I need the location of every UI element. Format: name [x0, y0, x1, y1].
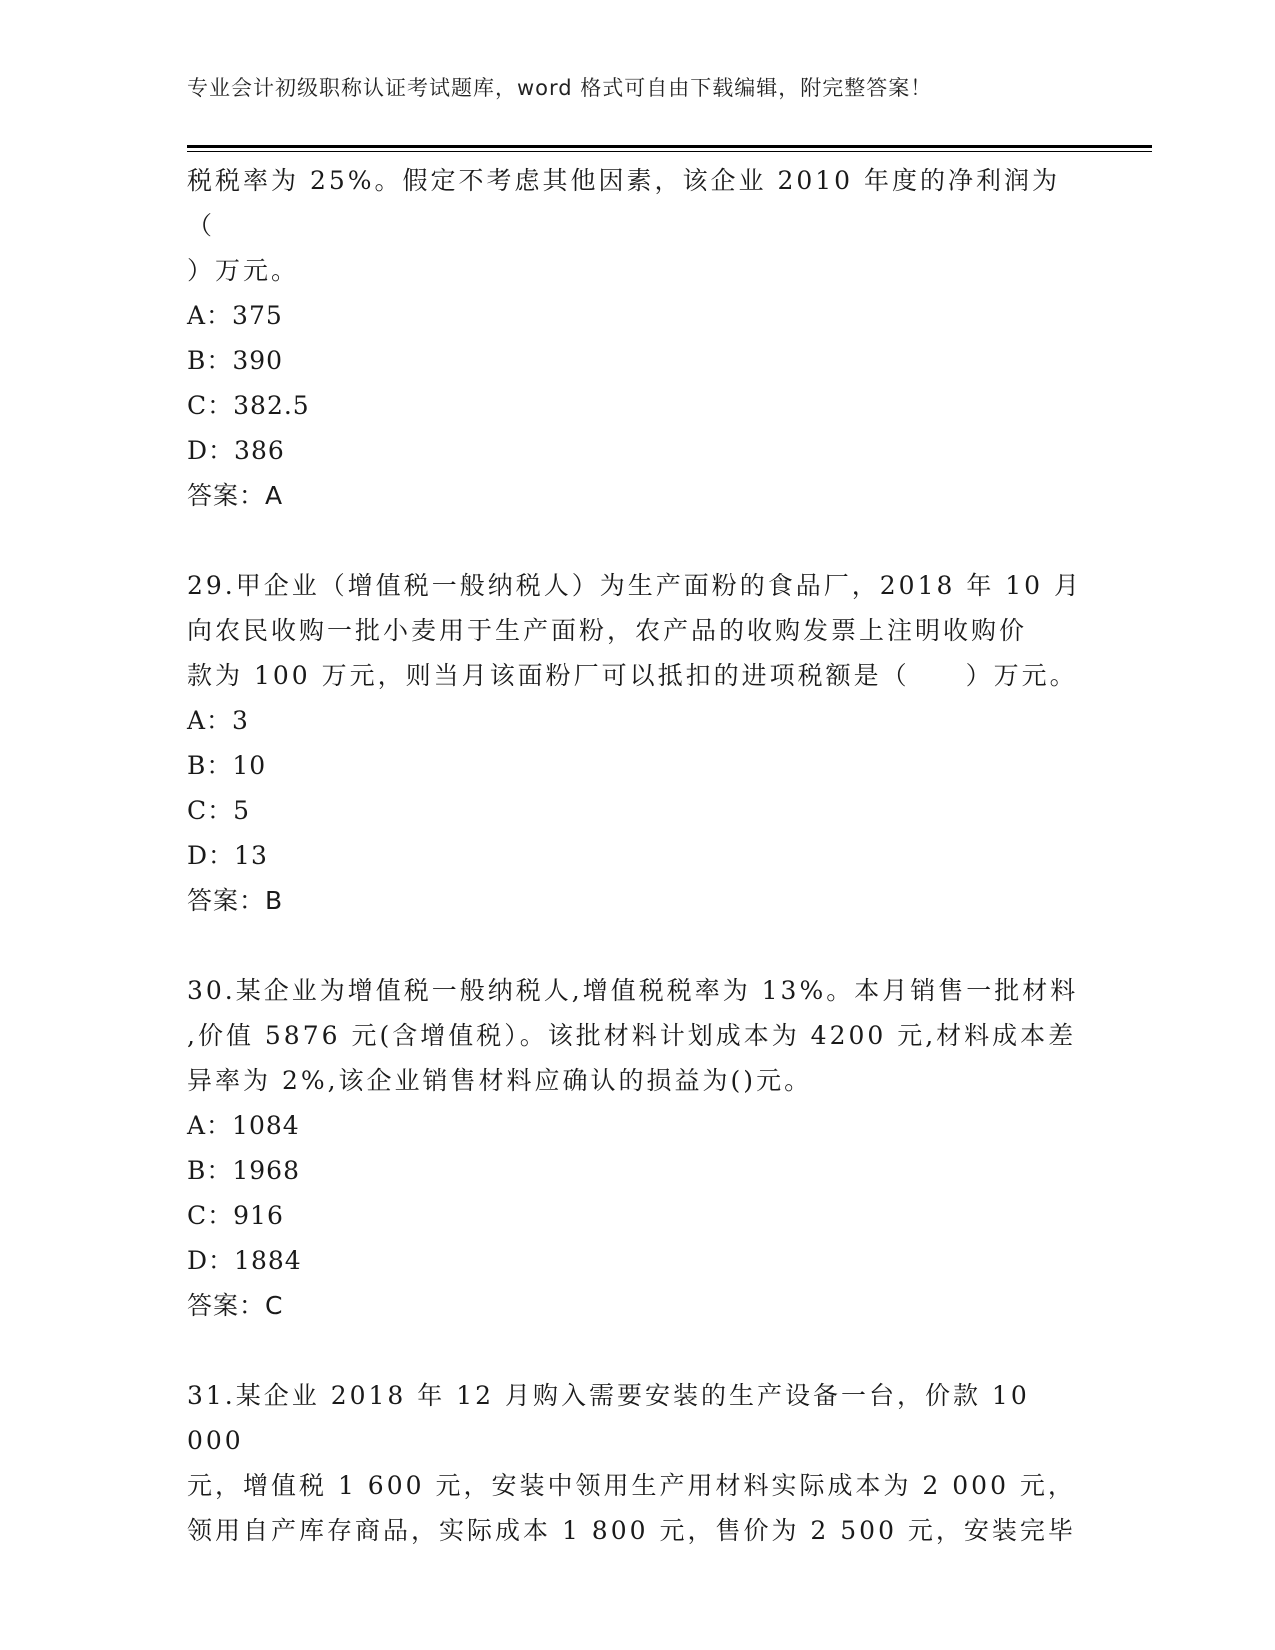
option-b: B：10: [187, 751, 267, 780]
option-c: C：382.5: [187, 391, 310, 420]
option-a: A：375: [187, 301, 283, 330]
spacer: [187, 923, 1087, 968]
answer: 答案：B: [187, 886, 284, 915]
question-29: [187, 563, 1087, 923]
option-c: C：5: [187, 796, 251, 825]
question-text-line: 29.甲企业（增值税一般纳税人）为生产面粉的食品厂，2018 年 10 月: [187, 571, 1083, 600]
question-text-line: ）万元。: [187, 256, 300, 285]
header-rule-thick: [187, 145, 1152, 148]
header-rule-thin: [187, 151, 1152, 152]
answer: 答案：C: [187, 1291, 284, 1320]
question-text-line: 元，增值税 1 600 元，安装中领用生产用材料实际成本为 2 000 元，: [187, 1471, 1076, 1500]
answer: 答案：A: [187, 481, 284, 510]
question-text-line: 税税率为 25%。假定不考虑其他因素，该企业 2010 年度的净利润为（: [187, 166, 1061, 240]
question-text-line: 领用自产库存商品，实际成本 1 800 元，售价为 2 500 元，安装完毕: [187, 1516, 1076, 1545]
option-b: B：1968: [187, 1156, 300, 1185]
option-b: B：390: [187, 346, 284, 375]
option-a: A：3: [187, 706, 249, 735]
question-text-line: 款为 100 万元，则当月该面粉厂可以抵扣的进项税额是（ ）万元。: [187, 661, 1078, 690]
question-text-line: 31.某企业 2018 年 12 月购入需要安装的生产设备一台，价款 10 000: [187, 1381, 1041, 1455]
question-28: [187, 158, 1087, 518]
question-text-line: 向农民收购一批小麦用于生产面粉，农产品的收购发票上注明收购价: [187, 616, 1028, 645]
option-d: D：386: [187, 436, 285, 465]
question-text-line: ,价值 5876 元(含增值税）。该批材料计划成本为 4200 元,材料成本差: [187, 1021, 1077, 1050]
question-31: [187, 1373, 1087, 1553]
option-c: C：916: [187, 1201, 284, 1230]
page-header: 专业会计初级职称认证考试题库，word 格式可自由下载编辑，附完整答案！: [187, 76, 933, 100]
option-a: A：1084: [187, 1111, 300, 1140]
option-d: D：13: [187, 841, 268, 870]
spacer: [187, 1328, 1087, 1373]
spacer: [187, 518, 1087, 563]
question-30: [187, 968, 1087, 1328]
option-d: D：1884: [187, 1246, 302, 1275]
question-text-line: 异率为 2%,该企业销售材料应确认的损益为()元。: [187, 1066, 813, 1095]
question-text-line: 30.某企业为增值税一般纳税人,增值税税率为 13%。本月销售一批材料: [187, 976, 1079, 1005]
page-content: [187, 158, 1087, 1553]
